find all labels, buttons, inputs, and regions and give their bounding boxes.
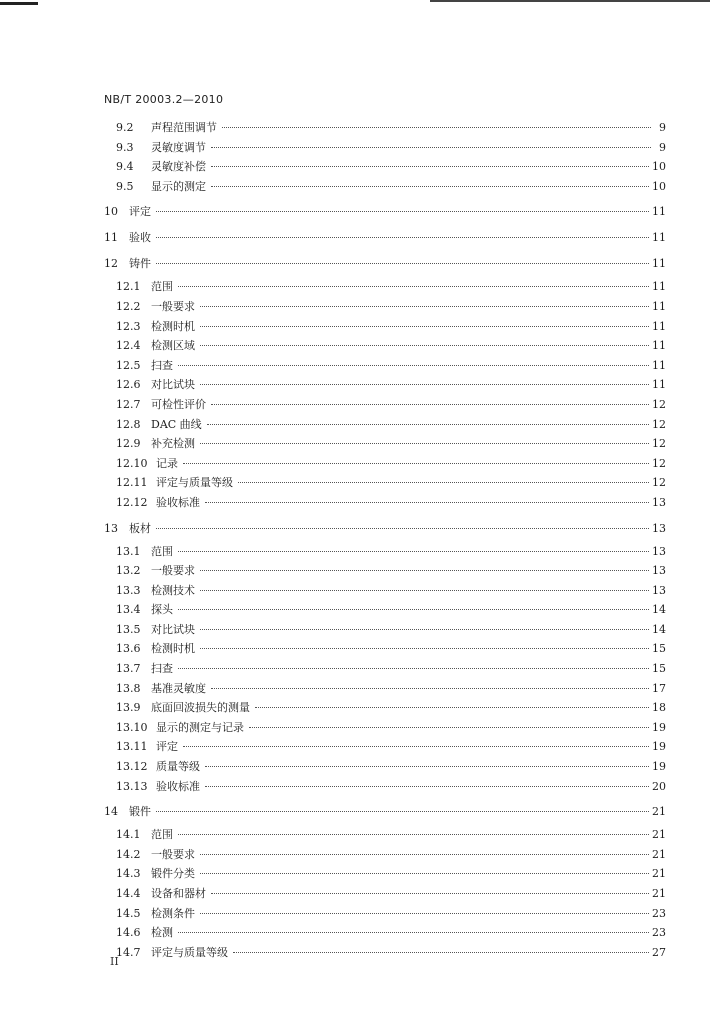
- toc-entry-number: 13.6: [116, 642, 141, 656]
- toc-entry-number: 9.3: [116, 140, 134, 154]
- toc-entry-number: 13.3: [116, 583, 141, 597]
- toc-entry-number: 13.12: [116, 760, 148, 774]
- dot-leader: [178, 365, 649, 366]
- toc-entry-page: 12: [652, 476, 666, 490]
- toc-entry-page: 12: [652, 397, 666, 411]
- toc-entry-page: 12: [652, 456, 666, 470]
- toc-entry-page: 11: [652, 358, 666, 372]
- toc-entry-title: 显示的测定与记录: [156, 720, 244, 734]
- toc-entry[interactable]: [104, 620, 666, 640]
- toc-entry-title: 对比试块: [151, 622, 195, 636]
- toc-entry-title: 扫查: [151, 358, 173, 372]
- toc-entry[interactable]: [104, 434, 666, 454]
- toc-entry-page: 11: [652, 231, 666, 245]
- toc-entry-title: 铸件: [129, 257, 151, 271]
- toc-entry-number: 11: [104, 231, 118, 245]
- toc-entry-number: 13.9: [116, 701, 141, 715]
- toc-entry[interactable]: [104, 718, 666, 738]
- toc-entry-page: 10: [652, 179, 666, 193]
- toc-entry-page: 27: [652, 945, 666, 959]
- toc-entry-number: 12.10: [116, 456, 148, 470]
- dot-leader: [200, 873, 649, 874]
- toc-entry[interactable]: [104, 698, 666, 718]
- toc-entry-number: 12: [104, 257, 118, 271]
- page-folio: II: [110, 955, 119, 968]
- toc-entry-page: 11: [652, 319, 666, 333]
- dot-leader: [200, 345, 649, 346]
- toc-entry-title: 声程范围调节: [151, 121, 217, 134]
- toc-entry-title: 板材: [129, 521, 151, 535]
- toc-entry-title: 显示的测定: [151, 179, 206, 193]
- toc-entry-number: 9.2: [116, 121, 134, 134]
- dot-leader: [183, 463, 649, 464]
- toc-entry-title: 评定: [156, 740, 178, 754]
- toc-entry-page: 14: [652, 603, 666, 617]
- toc-entry[interactable]: [104, 138, 666, 158]
- toc-entry-title: 基准灵敏度: [151, 681, 206, 695]
- toc-entry-number: 9.4: [116, 160, 134, 174]
- toc-entry-title: 灵敏度补偿: [151, 160, 206, 174]
- toc-entry-number: 14: [104, 805, 118, 819]
- toc-entry-number: 13.2: [116, 564, 141, 578]
- toc-entry-page: 21: [652, 828, 666, 842]
- toc-entry[interactable]: [104, 336, 666, 356]
- toc-entry[interactable]: [104, 581, 666, 601]
- toc-entry[interactable]: [104, 177, 666, 197]
- toc-entry-number: 12.1: [116, 280, 141, 294]
- toc-entry-title: 验收标准: [156, 779, 200, 793]
- toc-entry-page: 10: [652, 160, 666, 174]
- toc-entry-title: 检测区域: [151, 339, 195, 353]
- dot-leader: [156, 263, 649, 264]
- toc-entry-title: 扫查: [151, 662, 173, 676]
- toc-entry-page: 17: [652, 681, 666, 695]
- dot-leader: [178, 551, 649, 552]
- toc-entry[interactable]: [104, 639, 666, 659]
- toc-entry-page: 9: [659, 140, 666, 154]
- toc-entry-number: 12.11: [116, 476, 148, 490]
- toc-entry-page: 21: [652, 867, 666, 881]
- toc-entry-title: 检测: [151, 926, 173, 940]
- toc-entry-title: 检测时机: [151, 642, 195, 656]
- toc-entry-title: 评定与质量等级: [156, 476, 233, 490]
- toc-entry[interactable]: [104, 157, 666, 177]
- toc-entry[interactable]: [104, 845, 666, 865]
- toc-entry[interactable]: [104, 513, 666, 542]
- toc-entry-number: 14.1: [116, 828, 141, 842]
- toc-entry-number: 14.3: [116, 867, 141, 881]
- toc-entry-page: 14: [652, 622, 666, 636]
- toc-entry[interactable]: [104, 454, 666, 474]
- toc-entry[interactable]: [104, 884, 666, 904]
- toc-entry-page: 11: [652, 205, 666, 219]
- toc-entry-page: 20: [652, 779, 666, 793]
- toc-entry-title: DAC 曲线: [151, 417, 202, 431]
- dot-leader: [178, 834, 649, 835]
- toc-entry-page: 12: [652, 437, 666, 451]
- toc-entry-title: 验收标准: [156, 495, 200, 509]
- dot-leader: [211, 186, 649, 187]
- toc-entry-title: 评定: [129, 205, 151, 219]
- dot-leader: [183, 746, 649, 747]
- dot-leader: [207, 424, 649, 425]
- toc-entry-number: 12.5: [116, 358, 141, 372]
- toc-entry[interactable]: [104, 757, 666, 777]
- toc-entry-page: 13: [652, 521, 666, 535]
- dot-leader: [178, 609, 649, 610]
- dot-leader: [156, 811, 649, 812]
- dot-leader: [200, 306, 649, 307]
- toc-entry-page: 15: [652, 642, 666, 656]
- toc-entry-title: 范围: [151, 280, 173, 294]
- toc-entry[interactable]: [104, 375, 666, 395]
- toc-entry-page: 23: [652, 906, 666, 920]
- toc-entry-number: 12.9: [116, 437, 141, 451]
- toc-entry-number: 14.6: [116, 926, 141, 940]
- toc-entry-title: 对比试块: [151, 378, 195, 392]
- toc-entry-page: 9: [659, 121, 666, 134]
- toc-entry-page: 19: [652, 740, 666, 754]
- dot-leader: [200, 648, 649, 649]
- toc-entry-number: 13.13: [116, 779, 148, 793]
- toc-entry-number: 13.11: [116, 740, 148, 754]
- toc-entry-number: 13.5: [116, 622, 141, 636]
- toc-entry-page: 13: [652, 544, 666, 558]
- dot-leader: [200, 570, 649, 571]
- toc-entry-title: 一般要求: [151, 299, 195, 313]
- toc-entry[interactable]: [104, 943, 666, 963]
- toc-entry-number: 13.8: [116, 681, 141, 695]
- toc-entry[interactable]: [104, 600, 666, 620]
- dot-leader: [211, 147, 651, 148]
- toc-entry-page: 21: [652, 847, 666, 861]
- toc-entry-title: 范围: [151, 828, 173, 842]
- toc-entry-page: 21: [652, 887, 666, 900]
- toc-entry-page: 13: [652, 495, 666, 509]
- running-header: NB/T 20003.2—2010: [104, 93, 224, 106]
- toc-entry[interactable]: [104, 277, 666, 297]
- toc-entry-page: 11: [652, 299, 666, 313]
- toc-entry-page: 19: [652, 720, 666, 734]
- dot-leader: [211, 166, 649, 167]
- toc-entry-number: 13.1: [116, 544, 141, 558]
- toc-entry[interactable]: [104, 118, 666, 138]
- toc-entry-page: 13: [652, 583, 666, 597]
- toc-entry-title: 验收: [129, 231, 151, 245]
- toc-entry[interactable]: [104, 796, 666, 825]
- dot-leader: [178, 932, 649, 933]
- toc-entry-page: 11: [652, 339, 666, 353]
- toc-entry-title: 质量等级: [156, 760, 200, 774]
- toc-entry-title: 范围: [151, 544, 173, 558]
- toc-entry-page: 11: [652, 280, 666, 294]
- toc-entry-title: 评定与质量等级: [151, 945, 228, 959]
- toc-entry[interactable]: [104, 737, 666, 757]
- dot-leader: [205, 766, 649, 767]
- toc-entry-page: 13: [652, 564, 666, 578]
- toc-entry-title: 补充检测: [151, 437, 195, 451]
- toc-entry-number: 10: [104, 205, 118, 219]
- toc-entry-title: 检测技术: [151, 583, 195, 597]
- toc-entry-page: 12: [652, 417, 666, 431]
- dot-leader: [156, 211, 649, 212]
- dot-leader: [200, 326, 649, 327]
- dot-leader: [156, 237, 649, 238]
- toc-entry[interactable]: [104, 904, 666, 924]
- toc-entry-page: 11: [652, 257, 666, 271]
- toc-entry-title: 灵敏度调节: [151, 140, 206, 154]
- dot-leader: [200, 913, 649, 914]
- toc-entry-number: 12.8: [116, 417, 141, 431]
- toc-entry[interactable]: [104, 415, 666, 435]
- toc-entry-page: 11: [652, 378, 666, 392]
- dot-leader: [205, 786, 649, 787]
- toc-entry-number: 14.5: [116, 906, 141, 920]
- toc-entry[interactable]: [104, 251, 666, 277]
- toc-entry-title: 检测条件: [151, 906, 195, 920]
- toc-entry[interactable]: [104, 473, 666, 493]
- toc-entry-title: 检测时机: [151, 319, 195, 333]
- toc-entry[interactable]: [104, 297, 666, 317]
- toc-entry-number: 12.7: [116, 397, 141, 411]
- toc-entry-page: 15: [652, 662, 666, 676]
- dot-leader: [233, 952, 649, 953]
- dot-leader: [222, 127, 651, 128]
- dot-leader: [211, 404, 649, 405]
- toc-entry[interactable]: [104, 923, 666, 943]
- toc-entry-number: 12.6: [116, 378, 141, 392]
- toc-entry[interactable]: [104, 561, 666, 581]
- toc-entry-title: 锻件: [129, 805, 151, 819]
- dot-leader: [178, 668, 649, 669]
- scan-edge-mark: [0, 2, 38, 5]
- scan-edge-mark: [430, 0, 710, 2]
- toc-entry[interactable]: [104, 395, 666, 415]
- toc-entry[interactable]: [104, 356, 666, 376]
- dot-leader: [211, 893, 649, 894]
- dot-leader: [200, 443, 649, 444]
- toc-entry-title: 设备和器材: [151, 887, 206, 900]
- dot-leader: [200, 590, 649, 591]
- toc-entry[interactable]: [104, 777, 666, 797]
- toc-entry-title: 可检性评价: [151, 397, 206, 411]
- toc-entry[interactable]: [104, 225, 666, 251]
- toc-entry-title: 锻件分类: [151, 867, 195, 881]
- toc-entry-page: 23: [652, 926, 666, 940]
- dot-leader: [200, 854, 649, 855]
- toc-entry-title: 底面回波损失的测量: [151, 701, 250, 715]
- toc-entry[interactable]: [104, 864, 666, 884]
- toc-entry[interactable]: [104, 679, 666, 699]
- toc-entry-title: 一般要求: [151, 847, 195, 861]
- toc-entry-number: 13.7: [116, 662, 141, 676]
- toc-entry-number: 13.4: [116, 603, 141, 617]
- toc-entry-number: 9.5: [116, 179, 134, 193]
- table-of-contents: [104, 118, 666, 962]
- toc-entry-number: 12.4: [116, 339, 141, 353]
- toc-entry-number: 14.4: [116, 887, 141, 900]
- toc-entry-number: 14.7: [116, 945, 141, 959]
- toc-entry-title: 一般要求: [151, 564, 195, 578]
- dot-leader: [238, 482, 649, 483]
- dot-leader: [255, 707, 649, 708]
- toc-entry[interactable]: [104, 659, 666, 679]
- dot-leader: [200, 629, 649, 630]
- dot-leader: [178, 286, 649, 287]
- dot-leader: [249, 727, 649, 728]
- toc-entry-page: 19: [652, 760, 666, 774]
- dot-leader: [200, 384, 649, 385]
- dot-leader: [156, 528, 649, 529]
- toc-entry-number: 14.2: [116, 847, 141, 861]
- toc-entry-page: 21: [652, 805, 666, 819]
- dot-leader: [211, 688, 649, 689]
- toc-entry-page: 18: [652, 701, 666, 715]
- toc-entry[interactable]: [104, 493, 666, 513]
- toc-entry-title: 探头: [151, 603, 173, 617]
- toc-entry-number: 13: [104, 521, 118, 535]
- toc-entry-number: 13.10: [116, 720, 148, 734]
- toc-entry[interactable]: [104, 825, 666, 845]
- toc-entry-number: 12.2: [116, 299, 141, 313]
- toc-entry[interactable]: [104, 196, 666, 225]
- toc-entry-number: 12.3: [116, 319, 141, 333]
- dot-leader: [205, 502, 649, 503]
- toc-entry-title: 记录: [156, 456, 178, 470]
- toc-entry-number: 12.12: [116, 495, 148, 509]
- toc-entry[interactable]: [104, 542, 666, 562]
- toc-entry[interactable]: [104, 317, 666, 337]
